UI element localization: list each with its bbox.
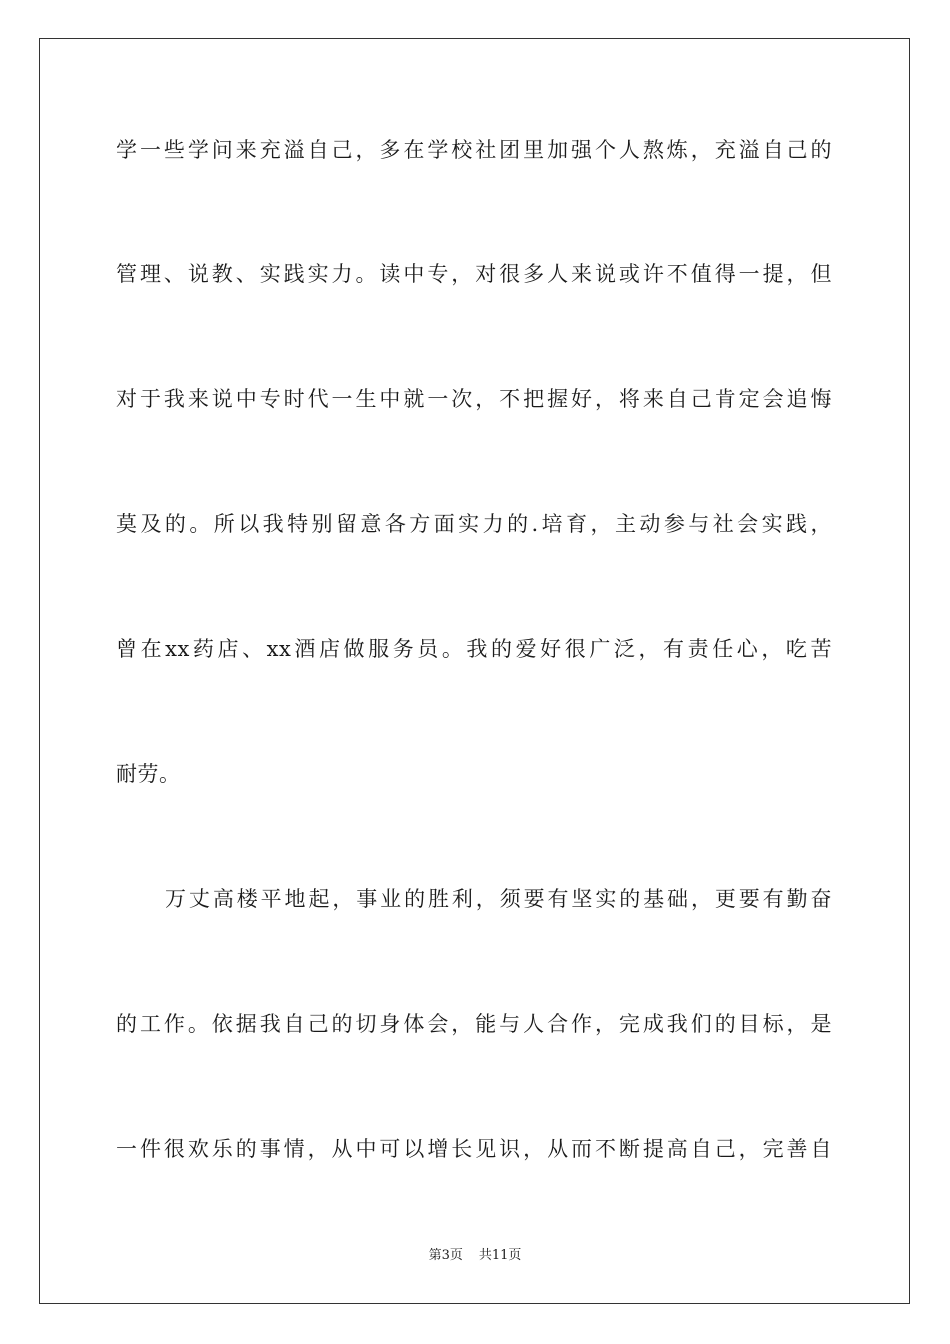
text-line-9: 一件很欢乐的事情，从中可以增长见识，从而不断提高自己，完善自 <box>116 1137 832 1161</box>
text-line-2: 管理、说教、实践实力。读中专，对很多人来说或许不值得一提，但 <box>116 262 832 286</box>
text-line-5: 曾在xx药店、xx酒店做服务员。我的爱好很广泛，有责任心，吃苦 <box>116 637 832 661</box>
text-line-1: 学一些学问来充溢自己，多在学校社团里加强个人熬炼，充溢自己的 <box>116 138 832 162</box>
text-line-7: 万丈高楼平地起，事业的胜利，须要有坚实的基础，更要有勤奋 <box>165 887 832 911</box>
page-border <box>39 38 910 1304</box>
text-line-8: 的工作。依据我自己的切身体会，能与人合作，完成我们的目标，是 <box>116 1012 832 1036</box>
total-pages: 共11页 <box>478 1248 522 1263</box>
text-line-6: 耐劳。 <box>116 762 181 786</box>
text-line-3: 对于我来说中专时代一生中就一次，不把握好，将来自己肯定会追悔 <box>116 387 832 411</box>
text-line-4: 莫及的。所以我特别留意各方面实力的.培育，主动参与社会实践， <box>116 512 832 536</box>
page-number: 第3页 <box>428 1248 463 1263</box>
page-footer <box>0 1247 950 1265</box>
